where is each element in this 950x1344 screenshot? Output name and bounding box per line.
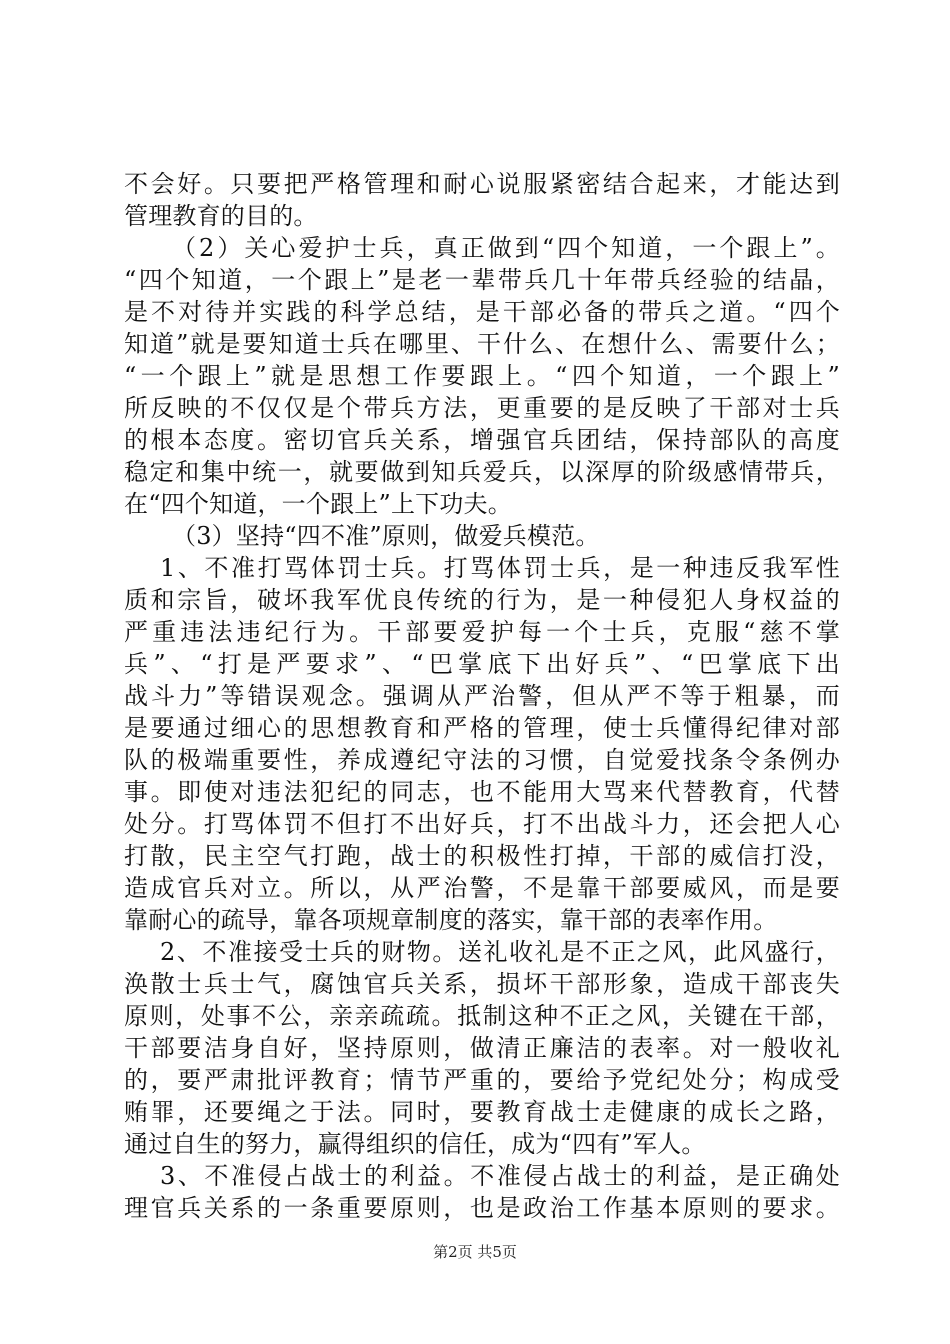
text-line: 是要通过细心的思想教育和严格的管理，使士兵懂得纪律对部	[124, 714, 840, 742]
text-line: 3、不准侵占战士的利益。不准侵占战士的利益，是正确处	[160, 1162, 840, 1190]
text-line: 知道”就是要知道士兵在哪里、干什么、在想什么、需要什么；	[124, 330, 840, 358]
text-line: （3）坚持“四不准”原则，做爱兵模范。	[172, 522, 600, 550]
text-line: 2、不准接受士兵的财物。送礼收礼是不正之风，此风盛行，	[160, 938, 840, 966]
text-line: “四个知道，一个跟上”是老一辈带兵几十年带兵经验的结晶，	[124, 266, 840, 294]
text-line: 在“四个知道，一个跟上”上下功夫。	[124, 490, 512, 518]
text-line: 事。即使对违法犯纪的同志，也不能用大骂来代替教育，代替	[124, 778, 840, 806]
text-line: 原则，处事不公，亲亲疏疏。抵制这种不正之风，关键在干部，	[124, 1002, 840, 1030]
text-line: 打散，民主空气打跑，战士的积极性打掉，干部的威信打没，	[124, 842, 840, 870]
text-line: 稳定和集中统一，就要做到知兵爱兵，以深厚的阶级感情带兵，	[124, 458, 840, 486]
text-line: 严重违法违纪行为。干部要爱护每一个士兵，克服“慈不掌	[124, 618, 840, 646]
text-line: “一个跟上”就是思想工作要跟上。“四个知道，一个跟上”	[124, 362, 840, 390]
text-line: 不会好。只要把严格管理和耐心说服紧密结合起来，才能达到	[124, 170, 840, 198]
document-body	[124, 168, 840, 1224]
text-line: 兵”、“打是严要求”、“巴掌底下出好兵”、“巴掌底下出	[124, 650, 840, 678]
page-footer: 第2页 共5页	[433, 1243, 517, 1261]
text-line: （2）关心爱护士兵，真正做到“四个知道，一个跟上”。	[172, 234, 840, 262]
text-line: 的，要严肃批评教育；情节严重的，要给予党纪处分；构成受	[124, 1066, 840, 1094]
text-line: 战斗力”等错误观念。强调从严治警，但从严不等于粗暴，而	[124, 682, 840, 710]
text-line: 理官兵关系的一条重要原则，也是政治工作基本原则的要求。	[124, 1194, 840, 1222]
text-line: 队的极端重要性，养成遵纪守法的习惯，自觉爱找条令条例办	[124, 746, 840, 774]
text-line: 所反映的不仅仅是个带兵方法，更重要的是反映了干部对士兵	[124, 394, 840, 422]
text-line: 的根本态度。密切官兵关系，增强官兵团结，保持部队的高度	[124, 426, 840, 454]
text-line: 1、不准打骂体罚士兵。打骂体罚士兵，是一种违反我军性	[160, 554, 840, 582]
text-line: 涣散士兵士气，腐蚀官兵关系，损坏干部形象，造成干部丧失	[124, 970, 840, 998]
text-line: 贿罪，还要绳之于法。同时，要教育战士走健康的成长之路，	[124, 1098, 840, 1126]
text-line: 管理教育的目的。	[124, 202, 318, 230]
text-line: 干部要洁身自好，坚持原则，做清正廉洁的表率。对一般收礼	[124, 1034, 840, 1062]
text-line: 处分。打骂体罚不但打不出好兵，打不出战斗力，还会把人心	[124, 810, 840, 838]
text-line: 靠耐心的疏导，靠各项规章制度的落实，靠干部的表率作用。	[124, 906, 778, 934]
text-line: 是不对待并实践的科学总结，是干部必备的带兵之道。“四个	[124, 298, 840, 326]
text-line: 造成官兵对立。所以，从严治警，不是靠干部要威风，而是要	[124, 874, 840, 902]
text-line: 通过自生的努力，赢得组织的信任，成为“四有”军人。	[124, 1130, 706, 1158]
text-line: 质和宗旨，破坏我军优良传统的行为，是一种侵犯人身权益的	[124, 586, 840, 614]
